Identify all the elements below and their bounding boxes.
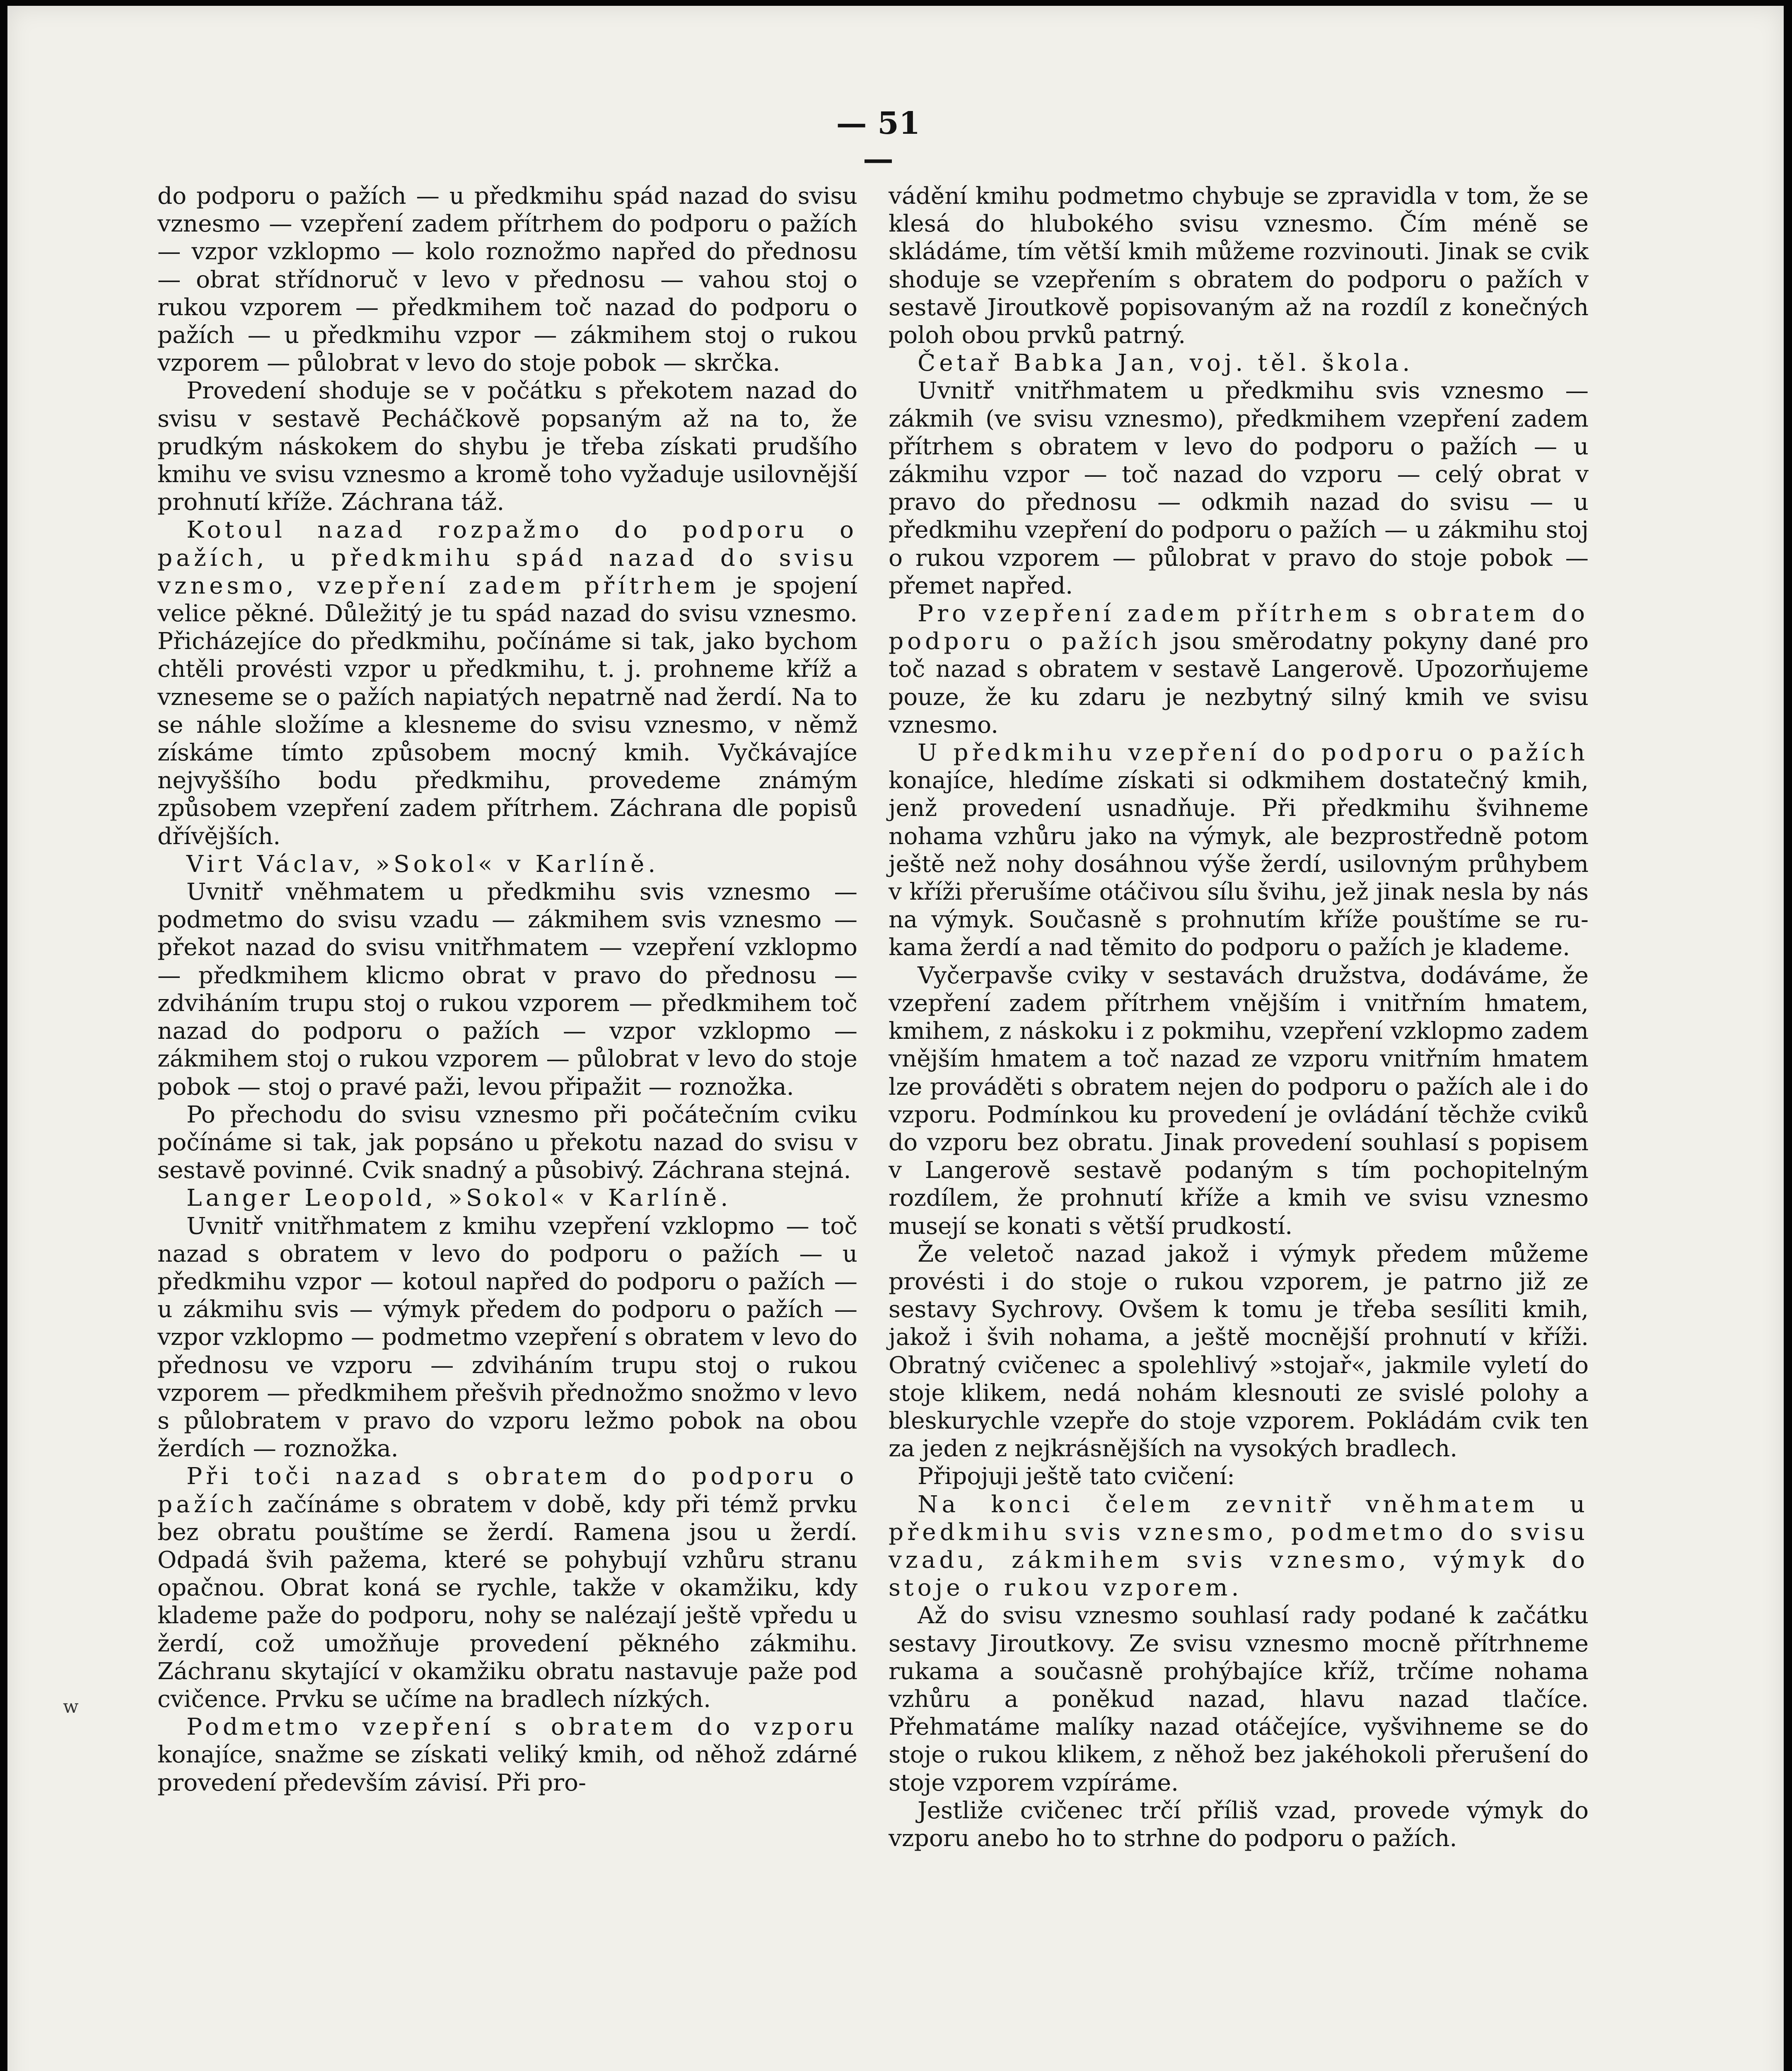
spaced-heading: Langer Leopold, »Sokol« v Karlíně. [186,1185,732,1212]
paragraph [889,1491,1589,1602]
paragraph [157,182,857,377]
paragraph [157,1184,857,1212]
spaced-heading: Podmetmo vzepření s obratem do vzporu [186,1714,857,1741]
right-text-column [889,182,1589,1852]
paragraph [157,850,857,878]
paragraph [157,1212,857,1463]
scan-frame-left [0,0,7,2071]
spaced-heading: Kotoul nazad rozpažmo do podporu o pažích, u předkmihu spád nazad do svisu vznesmo, vzepření zadem přítrhem [157,517,857,599]
page-number: — 51 — [836,106,920,177]
paragraph [889,1602,1589,1796]
spaced-heading: U předkmihu vzepření do podporu o pažích [918,739,1589,767]
spaced-heading: Na konci čelem zevnitř vněhmatem u předkmihu svis vznesmo, podmetmo do svisu vzadu, zákmihem svis vznesmo, výmyk do stoje o rukou vzporem. [889,1491,1589,1602]
spaced-heading: Četař Babka Jan, voj. těl. škola. [918,350,1414,377]
stray-ink-mark: w [63,1696,79,1717]
spaced-heading: Virt Václav, »Sokol« v Karlíně. [186,850,659,878]
paragraph-text: Uvnitř vnitřhmatem u předkmihu svis vznesmo — zákmih (ve svisu vznesmo), předkmihem vzepření zadem přítrhem s obratem v levo do podporu o pažích — u zákmihu vzpor — toč nazad do vzporu — celý obrat v pravo do přednosu — odkmih nazad do svisu — u předkmihu vzepření do podporu o pažích — u zákmihu stoj o rukou vzporem — půlobrat v pravo do stoje pobok — přemet napřed. [889,377,1589,599]
paragraph [889,962,1589,1240]
paragraph [157,377,857,516]
paragraph [889,377,1589,600]
paragraph [889,1797,1589,1852]
paragraph-text: Že veletoč nazad jakož i výmyk předem můžeme provésti i do stoje o rukou vzporem, je patrno již ze sestavy Sychrovy. Ovšem k tomu je třeba sesíliti kmih, jakož i švih nohama, a ještě mocnější prohnutí v kříži. Obratný cvičenec a spolehlivý »stojař«, jakmile vyletí do stoje klikem, nedá nohám klesnouti ze svislé polohy a bleskurychle vzepře do stoje vzporem. Pokládám cvik ten za jeden z nejkrásnějších na vysokých bradlech. [889,1240,1589,1463]
paragraph-text: konajíce, hledíme získati si odkmihem dostatečný kmih, jenž provedení usnadňuje. Při předkmihu švihneme nohama vzhůru jako na výmyk, ale bezprostředně potom ještě než nohy dosáhnou výše žerdí, usilovným průhybem v kříži přerušíme otáčivou sílu švihu, jež jinak nesla by nás na výmyk. Současně s prohnutím kříže pouštíme se rukama žerdí a nad těmito do podporu o pažích je klademe. [889,767,1589,961]
scan-frame-top [0,0,1792,6]
paragraph [157,1101,857,1185]
paragraph [157,1463,857,1713]
paragraph-text: vádění kmihu podmetmo chybuje se zpravidla v tom, že se klesá do hlubokého svisu vznesmo. Čím méně se skládáme, tím větší kmih můžeme rozvinouti. Jinak se cvik shoduje se vzepřením s obratem do podporu o pažích v sestavě Jiroutkově popisovaným až na rozdíl z konečných poloh obou prvků patrný. [889,183,1589,349]
paragraph-text: Uvnitř vnitřhmatem z kmihu vzepření vzklopmo — toč nazad s obratem v levo do podporu o pažích — u předkmihu vzpor — kotoul napřed do podporu o pažích — u zákmihu svis — výmyk předem do podporu o pažích — vzpor vzklopmo — podmetmo vzepření s obratem v levo do přednosu ve vzporu — zdviháním trupu stoj o rukou vzporem — předkmihem přešvih přednožmo snožmo v levo s půlobratem v pravo do vzporu ležmo pobok na obou žerdích — roznožka. [157,1212,857,1463]
spaced-heading: Při toči nazad s obratem do podporu o pažích [157,1463,857,1518]
paragraph-text: Po přechodu do svisu vznesmo při počátečním cviku počínáme si tak, jak popsáno u překotu nazad do svisu v sestavě povinné. Cvik snadný a působivý. Záchrana stejná. [157,1101,857,1184]
paragraph-text: Až do svisu vznesmo souhlasí rady podané k začátku sestavy Jiroutkovy. Ze svisu vznesmo mocně přítrhneme rukama a současně prohýbajíce kříž, trčíme nohama vzhůru a poněkud nazad, hlavu nazad tlačíce. Přehmatáme malíky nazad otáčejíce, vyšvihneme se do stoje o rukou klikem, z něhož bez jakéhokoli přerušení do stoje vzporem vzpíráme. [889,1602,1589,1796]
paragraph-text: Provedení shoduje se v počátku s překotem nazad do svisu v sestavě Pecháčkově popsaným až na to, že prudkým náskokem do shybu je třeba získati prudšího kmihu ve svisu vznesmo a kromě toho vyžaduje usilovnější prohnutí kříže. Záchrana táž. [157,377,857,516]
spaced-heading: Pro vzepření zadem přítrhem s obratem do podporu o pažích [889,600,1589,655]
paragraph-text: Jestliže cvičenec trčí příliš vzad, provede výmyk do vzporu anebo ho to strhne do podporu o pažích. [889,1797,1589,1852]
paragraph-text: Připojuji ještě tato cvičení: [918,1463,1235,1490]
paragraph-text: Uvnitř vněhmatem u předkmihu svis vznesmo — podmetmo do svisu vzadu — zákmihem svis vznesmo — překot nazad do svisu vnitřhmatem — vzepření vzklopmo — předkmihem klicmo obrat v pravo do přednosu — zdviháním trupu stoj o rukou vzporem — předkmihem toč nazad do podporu o pažích — vzpor vzklopmo — zákmihem stoj o rukou vzporem — půlobrat v levo do stoje pobok — stoj o pravé paži, levou připažit — roznožka. [157,879,857,1101]
paragraph [889,349,1589,377]
paragraph [889,1240,1589,1463]
paragraph [157,878,857,1101]
paragraph [889,600,1589,739]
left-text-column [157,182,857,1797]
paragraph [889,1463,1589,1490]
scan-frame-right [1784,0,1792,2071]
paragraph-text: začínáme s obratem v době, kdy při témž prvku bez obratu pouštíme se žerdí. Ramena jsou u žerdí. Odpadá švih pažema, které se pohybují vzhůru stranu opačnou. Obrat koná se rychle, takže v okamžiku, kdy klademe paže do podporu, nohy se nalézají ještě vpředu u žerdí, což umožňuje provedení pěkného zákmihu. Záchranu skytající v okamžiku obratu nastavuje paže pod cvičence. Prvku se učíme na bradlech nízkých. [157,1491,857,1713]
paragraph-text: jsou směrodatny pokyny dané pro toč nazad s obratem v sestavě Langerově. Upozorňujeme pouze, že ku zdaru je nezbytný silný kmih ve svisu vznesmo. [889,628,1589,739]
paragraph [889,739,1589,962]
paragraph-text: konajíce, snažme se získati veliký kmih, od něhož zdárné provedení především závisí. Při pro- [157,1741,857,1796]
paragraph-text: Vyčerpavše cviky v sestavách družstva, dodáváme, že vzepření zadem přítrhem vnějším i vnitřním hmatem, kmihem, z náskoku i z pokmihu, vzepření vzklopmo zadem vnějším hmatem a toč nazad ze vzporu vnitřním hmatem lze prováděti s obratem nejen do podporu o pažích ale i do vzporu. Podmínkou ku provedení je ovládání těchže cviků do vzporu bez obratu. Jinak provedení souhlasí s popisem v Langerově sestavě podaným s tím pochopitelným rozdílem, že prohnutí kříže a kmih ve svisu vznesmo musejí se konati s větší prudkostí. [889,962,1589,1240]
paragraph-text: do podporu o pažích — u předkmihu spád nazad do svisu vznesmo — vzepření zadem přítrhem do podporu o pažích — vzpor vzklopmo — kolo roznožmo napřed do přednosu — obrat střídnoruč v levo v přednosu — vahou stoj o rukou vzporem — předkmihem toč nazad do podporu o pažích — u předkmihu vzpor — zákmihem stoj o rukou vzporem — půlobrat v levo do stoje pobok — skrčka. [157,183,857,377]
paragraph [157,516,857,850]
paragraph [157,1713,857,1797]
paragraph-text: je spojení velice pěkné. Důležitý je tu spád nazad do svisu vznesmo. Přicházejíce do předkmihu, počínáme si tak, jako bychom chtěli provésti vzpor u předkmihu, t. j. prohneme kříž a vzneseme se o pažích napiatých nepatrně nad žerdí. Na to se náhle složíme a klesneme do svisu vznesmo, v němž získáme tímto způsobem mocný kmih. Vyčkávajíce nejvyššího bodu předkmihu, provedeme známým způsobem vzepření zadem přítrhem. Záchrana dle popisů dřívějších. [157,572,858,850]
paragraph [889,182,1589,349]
